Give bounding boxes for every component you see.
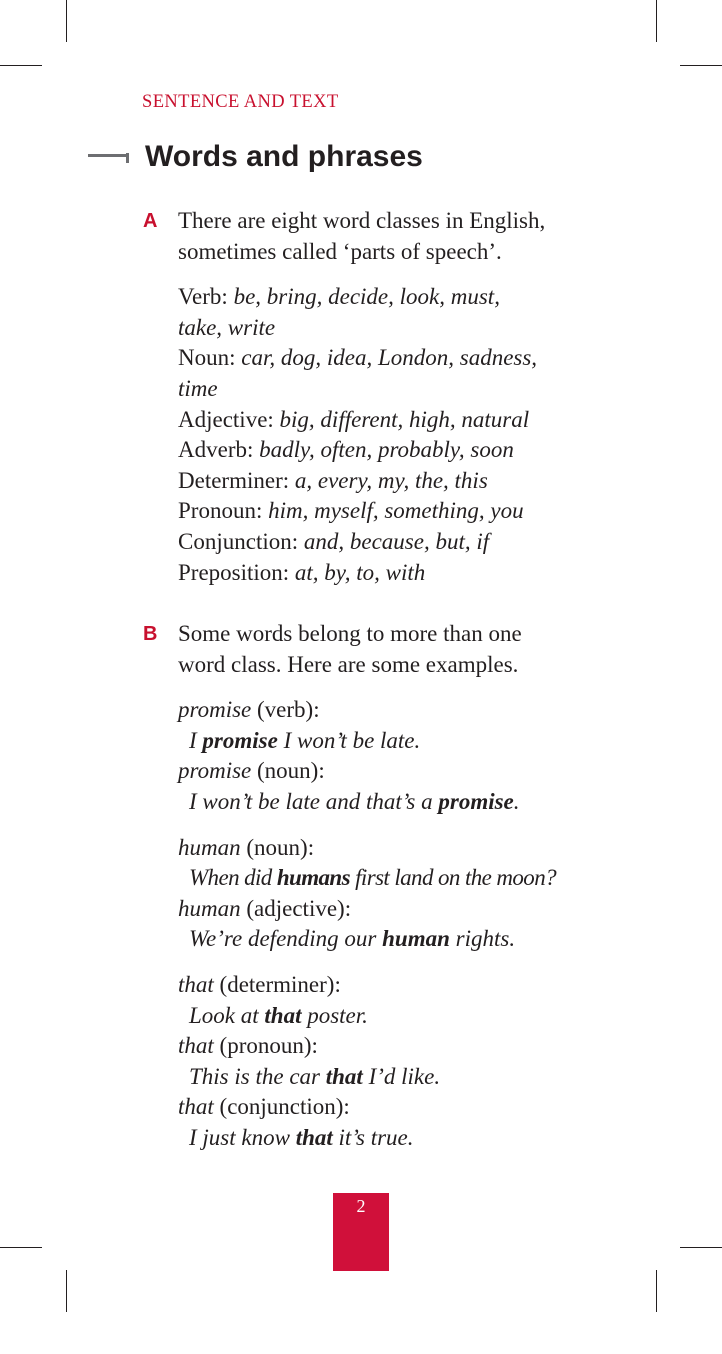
- example-sentence: I won’t be late and that’s a promise.: [189, 788, 520, 814]
- example-class: (conjunction):: [213, 1094, 350, 1120]
- example-word: human: [178, 895, 241, 921]
- word-class-list: [178, 282, 698, 588]
- crop-mark: [656, 0, 657, 42]
- word-class-label: Noun:: [178, 345, 242, 371]
- example-sentence: I promise I won’t be late.: [189, 727, 421, 753]
- word-class-item: [178, 282, 698, 313]
- highlighted-word: that: [325, 1063, 363, 1089]
- word-class-item: [178, 466, 698, 497]
- word-class-item: [178, 343, 698, 374]
- example-sentence: When did humans first land on the moon?: [189, 865, 557, 891]
- word-class-label: Adverb:: [178, 437, 260, 463]
- page-number-tab: [333, 1193, 389, 1271]
- highlighted-word: promise: [202, 727, 278, 753]
- word-class-examples: big, different, high, natural: [279, 406, 530, 432]
- highlighted-word: human: [382, 926, 450, 952]
- example-word: that: [178, 1094, 214, 1120]
- section-label: SENTENCE AND TEXT: [142, 92, 339, 112]
- example-heading: [178, 1031, 698, 1062]
- crop-mark: [66, 1270, 67, 1312]
- example-word: human: [178, 834, 241, 860]
- example-group: [178, 833, 698, 955]
- word-class-examples: a, every, my, the, this: [294, 467, 488, 493]
- word-class-examples: and, because, but, if: [303, 528, 490, 554]
- example-class: (noun):: [240, 834, 315, 860]
- crop-mark: [680, 1247, 722, 1248]
- example-sentence: Look at that poster.: [189, 1002, 368, 1028]
- example-class: (determiner):: [213, 971, 341, 997]
- section-b-intro: [178, 619, 698, 680]
- section-b: [178, 619, 698, 1154]
- example-heading: [178, 894, 698, 925]
- example-word: promise: [178, 758, 252, 784]
- word-class-examples: car, dog, idea, London, sadness,: [241, 345, 538, 371]
- page-title: Words and phrases: [145, 140, 423, 173]
- example-word: that: [178, 1033, 214, 1059]
- example-class: (adjective):: [240, 895, 352, 921]
- intro-line: Some words belong to more than one: [178, 621, 522, 646]
- highlighted-word: that: [295, 1124, 333, 1150]
- word-class-item: [178, 405, 698, 436]
- example-sentence: This is the car that I’d like.: [189, 1063, 441, 1089]
- example-heading: [178, 1092, 698, 1123]
- word-class-item: [178, 313, 698, 344]
- word-class-item: [178, 527, 698, 558]
- word-class-examples: time: [178, 375, 218, 401]
- section-a-intro: [178, 206, 698, 267]
- highlighted-word: that: [264, 1002, 302, 1028]
- section-letter-a: A: [143, 210, 158, 232]
- example-heading: [178, 970, 698, 1001]
- section-letter-b: B: [143, 623, 158, 645]
- word-class-item: [178, 558, 698, 589]
- crop-mark: [680, 65, 722, 66]
- intro-line: There are eight word classes in English,: [178, 208, 546, 233]
- example-sentence: We’re defending our human rights.: [189, 926, 516, 952]
- intro-line: sometimes called ‘parts of speech’.: [178, 238, 502, 264]
- example-class: (pronoun):: [213, 1033, 318, 1059]
- crop-mark: [0, 65, 42, 66]
- example-sentence: I just know that it’s true.: [189, 1124, 414, 1150]
- crop-mark: [656, 1270, 657, 1312]
- word-class-examples: be, bring, decide, look, must,: [233, 284, 500, 310]
- example-heading: [178, 695, 698, 726]
- example-heading: [178, 756, 698, 787]
- word-class-examples: at, by, to, with: [294, 559, 426, 585]
- title-rule-icon: [88, 153, 130, 163]
- example-heading: [178, 833, 698, 864]
- page-number: 2: [356, 1196, 366, 1216]
- word-class-item: [178, 435, 698, 466]
- word-class-item: [178, 374, 698, 405]
- word-class-item: [178, 496, 698, 527]
- word-class-label: Conjunction:: [178, 528, 304, 554]
- intro-line: word class. Here are some examples.: [178, 651, 519, 677]
- example-class: (verb):: [251, 697, 320, 723]
- example-group: [178, 970, 698, 1154]
- example-class: (noun):: [251, 758, 325, 784]
- word-class-label: Adjective:: [178, 406, 280, 432]
- word-class-label: Determiner:: [178, 467, 295, 493]
- word-class-examples: badly, often, probably, soon: [259, 437, 514, 463]
- section-a: [178, 206, 698, 588]
- word-class-label: Pronoun:: [178, 498, 269, 524]
- word-class-examples: take, write: [178, 314, 276, 340]
- crop-mark: [66, 0, 67, 42]
- example-group: [178, 695, 698, 817]
- highlighted-word: promise: [438, 788, 514, 814]
- highlighted-word: humans: [276, 865, 350, 891]
- example-word: that: [178, 971, 214, 997]
- example-word: promise: [178, 697, 252, 723]
- word-class-label: Preposition:: [178, 559, 295, 585]
- word-class-label: Verb:: [178, 284, 234, 310]
- word-class-examples: him, myself, something, you: [268, 498, 524, 524]
- crop-mark: [0, 1247, 42, 1248]
